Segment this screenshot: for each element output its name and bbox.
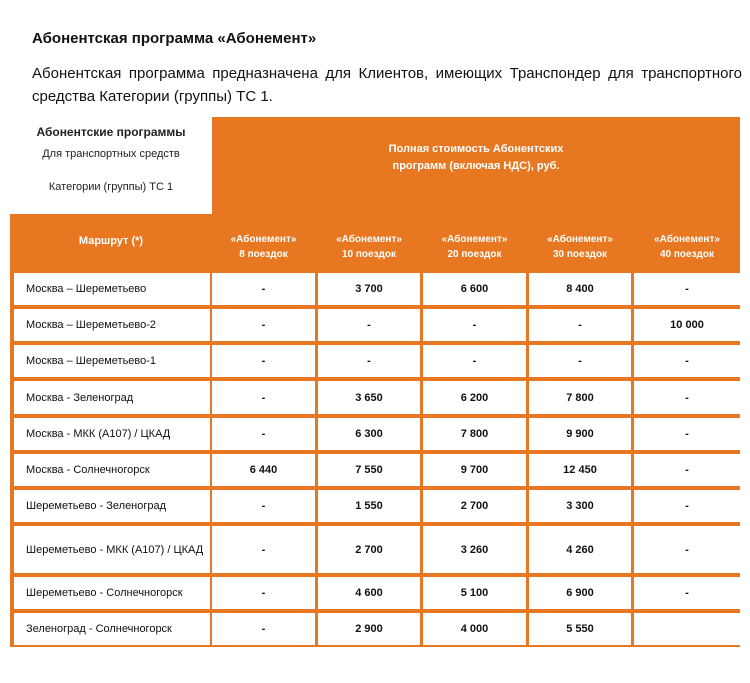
- route-cell: Шереметьево - Зеленоград: [14, 490, 210, 522]
- table-row: [10, 490, 740, 522]
- price-cell: 5 550: [529, 613, 631, 645]
- table-row: [10, 526, 740, 573]
- price-cell: -: [634, 418, 740, 450]
- column-trip-count: 40 поездок: [659, 249, 715, 260]
- price-cell: 2 900: [318, 613, 420, 645]
- price-cell: 4 000: [423, 613, 526, 645]
- table-row: [10, 613, 740, 645]
- full-cost-header: [212, 141, 740, 175]
- full-cost-line1: Полная стоимость Абонентских: [388, 143, 564, 155]
- column-header: [212, 214, 315, 269]
- price-cell: 7 800: [529, 381, 631, 414]
- price-cell: -: [529, 309, 631, 341]
- price-cell: -: [634, 526, 740, 573]
- price-cell: -: [212, 613, 315, 645]
- table-body: [10, 269, 740, 647]
- price-cell: -: [212, 345, 315, 377]
- price-cell: 6 900: [529, 577, 631, 609]
- price-cell: 7 550: [318, 454, 420, 486]
- price-cell: -: [634, 454, 740, 486]
- price-cell: 8 400: [529, 273, 631, 305]
- column-header-row: [10, 214, 740, 269]
- column-trip-count: 10 поездок: [341, 249, 397, 260]
- column-header-text: [423, 232, 526, 262]
- column-header: [318, 214, 420, 269]
- price-cell: 9 900: [529, 418, 631, 450]
- column-header-text: [634, 232, 740, 262]
- price-cell: -: [212, 381, 315, 414]
- price-cell: 9 700: [423, 454, 526, 486]
- price-cell: -: [634, 490, 740, 522]
- column-header: [529, 214, 631, 269]
- price-cell: 12 450: [529, 454, 631, 486]
- column-trip-count: 30 поездок: [552, 249, 608, 260]
- programs-header-title: Абонентские программы: [36, 125, 186, 139]
- route-cell: Москва - Зеленоград: [14, 381, 210, 414]
- price-cell: 1 550: [318, 490, 420, 522]
- price-cell: -: [634, 381, 740, 414]
- programs-header-line2: Для транспортных средств: [42, 148, 180, 160]
- price-cell: 7 800: [423, 418, 526, 450]
- price-cell: 3 700: [318, 273, 420, 305]
- price-cell: 2 700: [423, 490, 526, 522]
- price-cell: 6 600: [423, 273, 526, 305]
- price-cell: 10 000: [634, 309, 740, 341]
- price-cell: 6 440: [212, 454, 315, 486]
- tariff-table: [10, 117, 740, 647]
- full-cost-line2: программ (включая НДС), руб.: [392, 160, 560, 172]
- price-cell: -: [423, 309, 526, 341]
- table-row: [10, 577, 740, 609]
- route-cell: Москва - Солнечногорск: [14, 454, 210, 486]
- route-cell: Шереметьево - Солнечногорск: [14, 577, 210, 609]
- column-header: [634, 214, 740, 269]
- price-cell: -: [212, 309, 315, 341]
- price-cell: -: [634, 273, 740, 305]
- column-trip-count: 8 поездок: [239, 249, 288, 260]
- route-cell: Москва – Шереметьево-2: [14, 309, 210, 341]
- intro-paragraph: Абонентская программа предназначена для Клиентов, имеющих Транспондер для транспортного средства Категории (группы) ТС 1.: [32, 65, 742, 105]
- table-row: [10, 273, 740, 305]
- price-cell: 3 260: [423, 526, 526, 573]
- price-cell: 5 100: [423, 577, 526, 609]
- price-cell: -: [423, 345, 526, 377]
- price-cell: 4 600: [318, 577, 420, 609]
- table-row: [10, 454, 740, 486]
- price-cell: 6 300: [318, 418, 420, 450]
- price-cell: 2 700: [318, 526, 420, 573]
- price-cell: 6 200: [423, 381, 526, 414]
- table-row: [10, 345, 740, 377]
- price-cell: -: [212, 418, 315, 450]
- column-header: [423, 214, 526, 269]
- price-cell: 3 300: [529, 490, 631, 522]
- column-trip-count: 20 поездок: [447, 249, 502, 260]
- programs-header-line3: Категории (группы) ТС 1: [48, 181, 174, 193]
- price-cell: -: [212, 526, 315, 573]
- table-row: [10, 381, 740, 414]
- route-cell: Шереметьево - МКК (А107) / ЦКАД: [14, 526, 210, 573]
- programs-header: [10, 117, 212, 214]
- price-cell: 4 260: [529, 526, 631, 573]
- route-cell: Зеленоград - Солнечногорск: [14, 613, 210, 645]
- column-program-name: «Абонемент»: [441, 234, 508, 245]
- route-cell: Москва - МКК (А107) / ЦКАД: [14, 418, 210, 450]
- page-heading: Абонентская программа «Абонемент»: [32, 30, 317, 47]
- route-cell: Москва – Шереметьево: [14, 273, 210, 305]
- table-row: [10, 418, 740, 450]
- route-cell: Москва – Шереметьево-1: [14, 345, 210, 377]
- price-cell: -: [318, 309, 420, 341]
- price-cell: -: [212, 577, 315, 609]
- price-cell: -: [634, 577, 740, 609]
- column-program-name: «Абонемент»: [230, 234, 297, 245]
- column-header-text: [212, 232, 315, 262]
- column-program-name: «Абонемент»: [654, 234, 720, 245]
- price-cell: -: [212, 490, 315, 522]
- price-cell: -: [318, 345, 420, 377]
- table-row: [10, 309, 740, 341]
- column-program-name: «Абонемент»: [547, 234, 613, 245]
- price-cell: -: [634, 345, 740, 377]
- column-program-name: «Абонемент»: [336, 234, 402, 245]
- price-cell: -: [212, 273, 315, 305]
- price-cell: [634, 613, 740, 645]
- column-header-text: [529, 232, 631, 262]
- price-cell: 3 650: [318, 381, 420, 414]
- column-header-text: [318, 232, 420, 262]
- price-cell: -: [529, 345, 631, 377]
- route-column-header: Маршрут (*): [78, 235, 144, 247]
